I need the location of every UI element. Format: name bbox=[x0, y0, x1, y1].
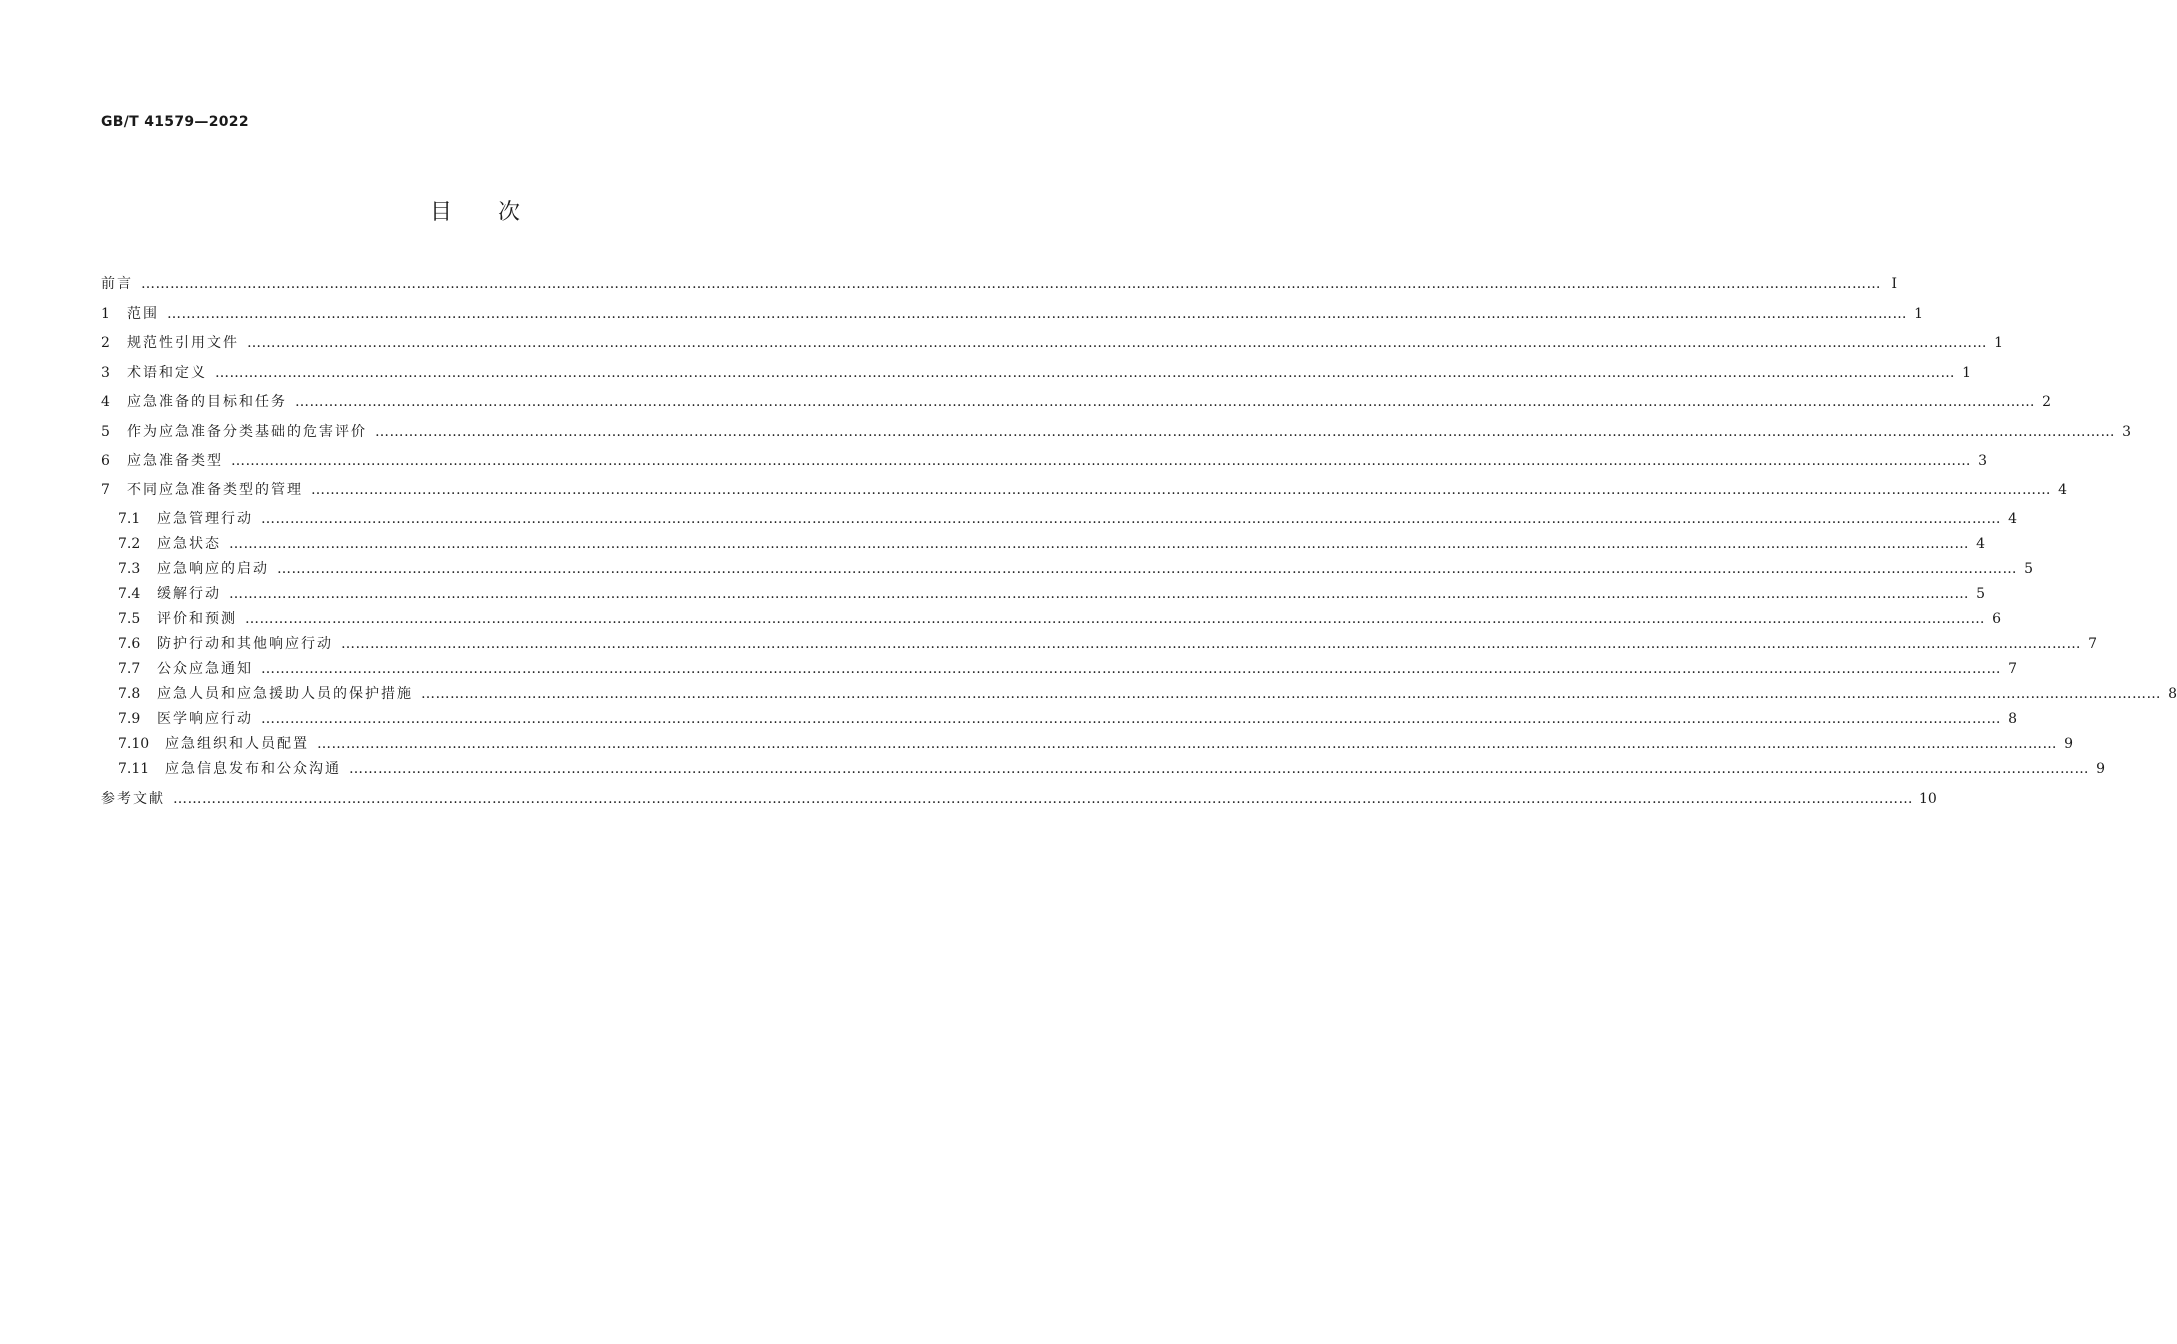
toc-entry-number: 7.11 bbox=[118, 761, 150, 777]
toc-entry[interactable] bbox=[118, 634, 2097, 654]
toc-entry-number: 7.2 bbox=[118, 536, 141, 552]
dot-leader: ……………………………………………………………………………………………………………………………………………………………………………………………………………………………………………………………………………………………………………………………… bbox=[229, 536, 1969, 552]
dot-leader: ……………………………………………………………………………………………………………………………………………………………………………………………………………………………………………………………………………………………………………………………… bbox=[231, 453, 1971, 469]
toc-entry-number: 7.3 bbox=[118, 561, 141, 577]
dot-leader: ……………………………………………………………………………………………………………………………………………………………………………………………………………………………………………………………………………………………………………………………… bbox=[261, 661, 2001, 677]
standard-code: GB/T 41579—2022 bbox=[101, 114, 249, 130]
toc-entry-label: 应急准备的目标和任务 bbox=[127, 394, 287, 410]
toc-entry-page: 5 bbox=[2024, 561, 2033, 577]
toc-entry-number: 7.1 bbox=[118, 511, 141, 527]
toc-entry[interactable] bbox=[101, 274, 1897, 294]
dot-leader: ……………………………………………………………………………………………………………………………………………………………………………………………………………………………………………………………………………………………………………………………… bbox=[341, 636, 2081, 652]
toc-entry[interactable] bbox=[118, 659, 2017, 679]
toc-entry-page: 3 bbox=[2122, 424, 2131, 440]
toc-entry-label: 医学响应行动 bbox=[157, 711, 253, 727]
toc-entry-label: 应急状态 bbox=[157, 536, 221, 552]
toc-entry-number: 7 bbox=[101, 482, 110, 498]
toc-entry-label: 应急组织和人员配置 bbox=[165, 736, 309, 752]
dot-leader: ……………………………………………………………………………………………………………………………………………………………………………………………………………………………………………………………………………………………………………………………… bbox=[421, 686, 2161, 702]
toc-entry-label: 应急准备类型 bbox=[127, 453, 223, 469]
toc-entry[interactable] bbox=[118, 584, 1985, 604]
toc-entry-page: 4 bbox=[2008, 511, 2017, 527]
toc-entry-number: 3 bbox=[101, 365, 110, 381]
toc-entry[interactable] bbox=[101, 480, 2067, 500]
toc-entry-page: 4 bbox=[1976, 536, 1985, 552]
dot-leader: ……………………………………………………………………………………………………………………………………………………………………………………………………………………………………………………………………………………………………………………………… bbox=[215, 365, 1955, 381]
toc-entry-page: 1 bbox=[1914, 306, 1923, 322]
toc-entry[interactable] bbox=[101, 451, 1987, 471]
toc-entry-number: 7.4 bbox=[118, 586, 141, 602]
toc-entry-page: 9 bbox=[2096, 761, 2105, 777]
toc-entry-page: 6 bbox=[1992, 611, 2001, 627]
toc-entry[interactable] bbox=[118, 509, 2017, 529]
toc-entry-number: 7.8 bbox=[118, 686, 141, 702]
toc-entry-number: 7.9 bbox=[118, 711, 141, 727]
dot-leader: ……………………………………………………………………………………………………………………………………………………………………………………………………………………………………………………………………………………………………………………………… bbox=[261, 711, 2001, 727]
toc-entry-number: 2 bbox=[101, 335, 110, 351]
dot-leader: ……………………………………………………………………………………………………………………………………………………………………………………………………………………………………………………………………………………………………………………………… bbox=[349, 761, 2089, 777]
toc-entry-number: 6 bbox=[101, 453, 110, 469]
toc-entry-label: 前言 bbox=[101, 276, 133, 292]
toc-entry[interactable] bbox=[118, 709, 2017, 729]
toc-entry-label: 应急管理行动 bbox=[157, 511, 253, 527]
toc-entry-label: 术语和定义 bbox=[127, 365, 207, 381]
toc-entry[interactable] bbox=[118, 684, 2177, 704]
toc-entry[interactable] bbox=[118, 609, 2001, 629]
toc-entry-page: 4 bbox=[2058, 482, 2067, 498]
toc-entry[interactable] bbox=[118, 759, 2105, 779]
dot-leader: ……………………………………………………………………………………………………………………………………………………………………………………………………………………………………………………………………………………………………………………………… bbox=[173, 791, 1913, 807]
toc-entry-label: 应急信息发布和公众沟通 bbox=[165, 761, 341, 777]
toc-entry-number: 7.7 bbox=[118, 661, 141, 677]
toc-entry-label: 参考文献 bbox=[101, 791, 165, 807]
toc-entry-page: 8 bbox=[2008, 711, 2017, 727]
toc-entry-page: 5 bbox=[1976, 586, 1985, 602]
toc-entry-number: 4 bbox=[101, 394, 110, 410]
page-title: 目次 bbox=[429, 200, 566, 225]
toc-entry-page: Ⅰ bbox=[1891, 276, 1897, 292]
dot-leader: ……………………………………………………………………………………………………………………………………………………………………………………………………………………………………………………………………………………………………………………………… bbox=[375, 424, 2115, 440]
toc-entry-page: 2 bbox=[2042, 394, 2051, 410]
toc-entry[interactable] bbox=[101, 422, 2131, 442]
toc-entry-page: 7 bbox=[2088, 636, 2097, 652]
toc-entry[interactable] bbox=[101, 363, 1971, 383]
toc-entry-number: 1 bbox=[101, 306, 110, 322]
toc-entry-label: 应急响应的启动 bbox=[157, 561, 269, 577]
toc-entry-label: 公众应急通知 bbox=[157, 661, 253, 677]
toc-entry[interactable] bbox=[118, 534, 1985, 554]
toc-entry-page: 1 bbox=[1994, 335, 2003, 351]
toc-entry-label: 作为应急准备分类基础的危害评价 bbox=[127, 424, 367, 440]
toc-entry-number: 7.10 bbox=[118, 736, 150, 752]
dot-leader: ……………………………………………………………………………………………………………………………………………………………………………………………………………………………………………………………………………………………………………………………… bbox=[247, 335, 1987, 351]
toc-entry-number: 5 bbox=[101, 424, 110, 440]
dot-leader: ……………………………………………………………………………………………………………………………………………………………………………………………………………………………………………………………………………………………………………………………… bbox=[295, 394, 2035, 410]
toc-entry-label: 规范性引用文件 bbox=[127, 335, 239, 351]
toc-entry-page: 1 bbox=[1962, 365, 1971, 381]
toc-entry-number: 7.6 bbox=[118, 636, 141, 652]
toc-entry-page: 3 bbox=[1978, 453, 1987, 469]
dot-leader: ……………………………………………………………………………………………………………………………………………………………………………………………………………………………………………………………………………………………………………………………… bbox=[261, 511, 2001, 527]
toc-entry-page: 9 bbox=[2064, 736, 2073, 752]
toc-entry-label: 评价和预测 bbox=[157, 611, 237, 627]
toc-entry[interactable] bbox=[118, 734, 2073, 754]
dot-leader: ……………………………………………………………………………………………………………………………………………………………………………………………………………………………………………………………………………………………………………………………… bbox=[311, 482, 2051, 498]
toc-entry[interactable] bbox=[101, 789, 1937, 809]
toc-entry-label: 不同应急准备类型的管理 bbox=[127, 482, 303, 498]
dot-leader: ……………………………………………………………………………………………………………………………………………………………………………………………………………………………………………………………………………………………………………………………… bbox=[277, 561, 2017, 577]
dot-leader: ……………………………………………………………………………………………………………………………………………………………………………………………………………………………………………………………………………………………………………………………… bbox=[229, 586, 1969, 602]
toc-entry[interactable] bbox=[101, 304, 1923, 324]
toc-entry-label: 范围 bbox=[127, 306, 159, 322]
toc-entry[interactable] bbox=[101, 392, 2051, 412]
toc-entry-label: 缓解行动 bbox=[157, 586, 221, 602]
dot-leader: ……………………………………………………………………………………………………………………………………………………………………………………………………………………………………………………………………………………………………………………………… bbox=[167, 306, 1907, 322]
toc-entry-page: 8 bbox=[2168, 686, 2177, 702]
dot-leader: ……………………………………………………………………………………………………………………………………………………………………………………………………………………………………………………………………………………………………………………………… bbox=[245, 611, 1985, 627]
toc-entry[interactable] bbox=[101, 333, 2003, 353]
dot-leader: ……………………………………………………………………………………………………………………………………………………………………………………………………………………………………………………………………………………………………………………………… bbox=[141, 276, 1881, 292]
dot-leader: ……………………………………………………………………………………………………………………………………………………………………………………………………………………………………………………………………………………………………………………………… bbox=[317, 736, 2057, 752]
toc-entry-page: 7 bbox=[2008, 661, 2017, 677]
toc-entry-number: 7.5 bbox=[118, 611, 141, 627]
toc-entry-page: 10 bbox=[1919, 791, 1937, 807]
toc-entry-label: 应急人员和应急援助人员的保护措施 bbox=[157, 686, 413, 702]
toc-entry[interactable] bbox=[118, 559, 2033, 579]
toc-entry-label: 防护行动和其他响应行动 bbox=[157, 636, 333, 652]
